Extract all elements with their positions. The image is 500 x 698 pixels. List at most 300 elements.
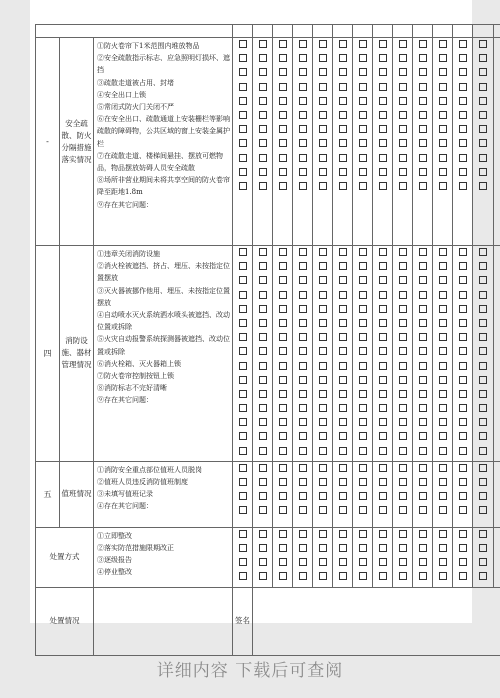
- checkbox[interactable]: [359, 182, 367, 190]
- checkbox[interactable]: [439, 362, 447, 370]
- checkbox[interactable]: [459, 68, 467, 76]
- checkbox[interactable]: [479, 478, 487, 486]
- checkbox[interactable]: [339, 83, 347, 91]
- checkbox[interactable]: [339, 544, 347, 552]
- checkbox[interactable]: [399, 478, 407, 486]
- checkbox[interactable]: [399, 447, 407, 455]
- checkbox[interactable]: [239, 390, 247, 398]
- checkbox[interactable]: [259, 276, 267, 284]
- checkbox[interactable]: [479, 376, 487, 384]
- checkbox[interactable]: [239, 276, 247, 284]
- checkbox[interactable]: [439, 492, 447, 500]
- checkbox[interactable]: [399, 125, 407, 133]
- checkbox[interactable]: [299, 347, 307, 355]
- checkbox[interactable]: [299, 262, 307, 270]
- checkbox[interactable]: [359, 97, 367, 105]
- checkbox[interactable]: [359, 276, 367, 284]
- checkbox[interactable]: [359, 347, 367, 355]
- checkbox[interactable]: [359, 432, 367, 440]
- checkbox[interactable]: [439, 558, 447, 566]
- checkbox[interactable]: [459, 154, 467, 162]
- checkbox[interactable]: [279, 83, 287, 91]
- checkbox[interactable]: [419, 362, 427, 370]
- checkbox[interactable]: [399, 404, 407, 412]
- checkbox[interactable]: [399, 390, 407, 398]
- checkbox[interactable]: [399, 362, 407, 370]
- checkbox[interactable]: [439, 404, 447, 412]
- checkbox[interactable]: [339, 305, 347, 313]
- checkbox[interactable]: [379, 319, 387, 327]
- checkbox[interactable]: [259, 68, 267, 76]
- checkbox[interactable]: [319, 54, 327, 62]
- checkbox[interactable]: [339, 390, 347, 398]
- checkbox[interactable]: [259, 376, 267, 384]
- checkbox[interactable]: [459, 347, 467, 355]
- checkbox[interactable]: [339, 111, 347, 119]
- checkbox[interactable]: [439, 347, 447, 355]
- checkbox[interactable]: [379, 248, 387, 256]
- checkbox[interactable]: [259, 319, 267, 327]
- checkbox[interactable]: [379, 506, 387, 514]
- checkbox[interactable]: [319, 376, 327, 384]
- checkbox[interactable]: [439, 478, 447, 486]
- checkbox[interactable]: [359, 390, 367, 398]
- checkbox[interactable]: [259, 40, 267, 48]
- checkbox[interactable]: [279, 319, 287, 327]
- checkbox[interactable]: [239, 492, 247, 500]
- checkbox[interactable]: [339, 319, 347, 327]
- checkbox[interactable]: [359, 544, 367, 552]
- checkbox[interactable]: [399, 139, 407, 147]
- checkbox[interactable]: [359, 492, 367, 500]
- checkbox[interactable]: [459, 478, 467, 486]
- checkbox[interactable]: [299, 432, 307, 440]
- checkbox[interactable]: [319, 111, 327, 119]
- checkbox[interactable]: [379, 40, 387, 48]
- checkbox[interactable]: [339, 404, 347, 412]
- checkbox[interactable]: [339, 447, 347, 455]
- checkbox[interactable]: [319, 432, 327, 440]
- checkbox[interactable]: [239, 572, 247, 580]
- checkbox[interactable]: [239, 319, 247, 327]
- checkbox[interactable]: [479, 464, 487, 472]
- checkbox[interactable]: [379, 139, 387, 147]
- checkbox[interactable]: [459, 248, 467, 256]
- checkbox[interactable]: [459, 276, 467, 284]
- checkbox[interactable]: [279, 464, 287, 472]
- checkbox[interactable]: [379, 418, 387, 426]
- checkbox[interactable]: [319, 478, 327, 486]
- checkbox[interactable]: [339, 154, 347, 162]
- checkbox[interactable]: [279, 478, 287, 486]
- checkbox[interactable]: [279, 376, 287, 384]
- checkbox[interactable]: [439, 139, 447, 147]
- checkbox[interactable]: [479, 139, 487, 147]
- checkbox[interactable]: [299, 319, 307, 327]
- checkbox[interactable]: [479, 111, 487, 119]
- checkbox[interactable]: [419, 54, 427, 62]
- checkbox[interactable]: [379, 262, 387, 270]
- checkbox[interactable]: [239, 54, 247, 62]
- checkbox[interactable]: [339, 68, 347, 76]
- checkbox[interactable]: [239, 478, 247, 486]
- checkbox[interactable]: [279, 97, 287, 105]
- checkbox[interactable]: [279, 544, 287, 552]
- checkbox[interactable]: [399, 97, 407, 105]
- checkbox[interactable]: [419, 347, 427, 355]
- checkbox[interactable]: [299, 418, 307, 426]
- checkbox[interactable]: [459, 83, 467, 91]
- checkbox[interactable]: [279, 276, 287, 284]
- checkbox[interactable]: [279, 572, 287, 580]
- checkbox[interactable]: [239, 248, 247, 256]
- checkbox[interactable]: [319, 506, 327, 514]
- checkbox[interactable]: [259, 139, 267, 147]
- checkbox[interactable]: [459, 125, 467, 133]
- checkbox[interactable]: [419, 544, 427, 552]
- checkbox[interactable]: [479, 390, 487, 398]
- checkbox[interactable]: [459, 333, 467, 341]
- checkbox[interactable]: [299, 40, 307, 48]
- checkbox[interactable]: [399, 305, 407, 313]
- checkbox[interactable]: [319, 319, 327, 327]
- checkbox[interactable]: [279, 305, 287, 313]
- checkbox[interactable]: [259, 492, 267, 500]
- checkbox[interactable]: [339, 558, 347, 566]
- checkbox[interactable]: [339, 276, 347, 284]
- checkbox[interactable]: [279, 432, 287, 440]
- checkbox[interactable]: [359, 447, 367, 455]
- checkbox[interactable]: [239, 168, 247, 176]
- checkbox[interactable]: [379, 432, 387, 440]
- checkbox[interactable]: [439, 530, 447, 538]
- checkbox[interactable]: [259, 262, 267, 270]
- checkbox[interactable]: [419, 182, 427, 190]
- checkbox[interactable]: [359, 530, 367, 538]
- checkbox[interactable]: [259, 558, 267, 566]
- checkbox[interactable]: [299, 276, 307, 284]
- checkbox[interactable]: [359, 54, 367, 62]
- checkbox[interactable]: [339, 97, 347, 105]
- checkbox[interactable]: [339, 262, 347, 270]
- checkbox[interactable]: [239, 333, 247, 341]
- checkbox[interactable]: [279, 54, 287, 62]
- checkbox[interactable]: [399, 54, 407, 62]
- checkbox[interactable]: [479, 347, 487, 355]
- checkbox[interactable]: [459, 447, 467, 455]
- checkbox[interactable]: [279, 125, 287, 133]
- checkbox[interactable]: [359, 291, 367, 299]
- checkbox[interactable]: [259, 390, 267, 398]
- checkbox[interactable]: [419, 390, 427, 398]
- checkbox[interactable]: [239, 125, 247, 133]
- checkbox[interactable]: [339, 362, 347, 370]
- checkbox[interactable]: [359, 125, 367, 133]
- checkbox[interactable]: [379, 404, 387, 412]
- checkbox[interactable]: [359, 168, 367, 176]
- checkbox[interactable]: [459, 390, 467, 398]
- checkbox[interactable]: [279, 40, 287, 48]
- checkbox[interactable]: [479, 447, 487, 455]
- checkbox[interactable]: [439, 319, 447, 327]
- checkbox[interactable]: [479, 305, 487, 313]
- checkbox[interactable]: [419, 40, 427, 48]
- checkbox[interactable]: [259, 168, 267, 176]
- checkbox[interactable]: [459, 544, 467, 552]
- checkbox[interactable]: [459, 506, 467, 514]
- checkbox[interactable]: [479, 362, 487, 370]
- checkbox[interactable]: [299, 54, 307, 62]
- checkbox[interactable]: [399, 154, 407, 162]
- checkbox[interactable]: [239, 97, 247, 105]
- checkbox[interactable]: [319, 154, 327, 162]
- checkbox[interactable]: [319, 40, 327, 48]
- checkbox[interactable]: [479, 54, 487, 62]
- checkbox[interactable]: [399, 291, 407, 299]
- checkbox[interactable]: [319, 558, 327, 566]
- checkbox[interactable]: [279, 291, 287, 299]
- checkbox[interactable]: [399, 558, 407, 566]
- checkbox[interactable]: [319, 168, 327, 176]
- checkbox[interactable]: [459, 418, 467, 426]
- checkbox[interactable]: [339, 248, 347, 256]
- checkbox[interactable]: [239, 83, 247, 91]
- checkbox[interactable]: [259, 83, 267, 91]
- checkbox[interactable]: [459, 291, 467, 299]
- checkbox[interactable]: [399, 506, 407, 514]
- checkbox[interactable]: [399, 492, 407, 500]
- checkbox[interactable]: [439, 276, 447, 284]
- checkbox[interactable]: [459, 40, 467, 48]
- checkbox[interactable]: [259, 154, 267, 162]
- checkbox[interactable]: [299, 68, 307, 76]
- checkbox[interactable]: [279, 333, 287, 341]
- checkbox[interactable]: [299, 558, 307, 566]
- checkbox[interactable]: [399, 418, 407, 426]
- checkbox[interactable]: [439, 182, 447, 190]
- checkbox[interactable]: [319, 182, 327, 190]
- checkbox[interactable]: [239, 418, 247, 426]
- checkbox[interactable]: [359, 319, 367, 327]
- checkbox[interactable]: [279, 68, 287, 76]
- checkbox[interactable]: [239, 68, 247, 76]
- checkbox[interactable]: [259, 347, 267, 355]
- checkbox[interactable]: [359, 111, 367, 119]
- checkbox[interactable]: [379, 390, 387, 398]
- checkbox[interactable]: [379, 362, 387, 370]
- checkbox[interactable]: [379, 83, 387, 91]
- checkbox[interactable]: [439, 464, 447, 472]
- checkbox[interactable]: [319, 305, 327, 313]
- checkbox[interactable]: [339, 182, 347, 190]
- checkbox[interactable]: [319, 492, 327, 500]
- checkbox[interactable]: [239, 447, 247, 455]
- checkbox[interactable]: [299, 506, 307, 514]
- checkbox[interactable]: [479, 492, 487, 500]
- checkbox[interactable]: [239, 139, 247, 147]
- checkbox[interactable]: [379, 572, 387, 580]
- checkbox[interactable]: [419, 248, 427, 256]
- checkbox[interactable]: [479, 182, 487, 190]
- checkbox[interactable]: [239, 262, 247, 270]
- checkbox[interactable]: [379, 276, 387, 284]
- checkbox[interactable]: [339, 478, 347, 486]
- checkbox[interactable]: [379, 530, 387, 538]
- checkbox[interactable]: [419, 305, 427, 313]
- checkbox[interactable]: [299, 182, 307, 190]
- checkbox[interactable]: [319, 464, 327, 472]
- checkbox[interactable]: [459, 376, 467, 384]
- checkbox[interactable]: [439, 168, 447, 176]
- checkbox[interactable]: [419, 154, 427, 162]
- checkbox[interactable]: [319, 139, 327, 147]
- checkbox[interactable]: [259, 97, 267, 105]
- checkbox[interactable]: [239, 530, 247, 538]
- checkbox[interactable]: [359, 572, 367, 580]
- checkbox[interactable]: [339, 432, 347, 440]
- checkbox[interactable]: [459, 168, 467, 176]
- checkbox[interactable]: [479, 83, 487, 91]
- checkbox[interactable]: [419, 418, 427, 426]
- checkbox[interactable]: [359, 418, 367, 426]
- checkbox[interactable]: [239, 432, 247, 440]
- checkbox[interactable]: [259, 248, 267, 256]
- checkbox[interactable]: [279, 447, 287, 455]
- checkbox[interactable]: [259, 362, 267, 370]
- checkbox[interactable]: [279, 248, 287, 256]
- checkbox[interactable]: [379, 111, 387, 119]
- checkbox[interactable]: [439, 506, 447, 514]
- checkbox[interactable]: [259, 111, 267, 119]
- checkbox[interactable]: [379, 478, 387, 486]
- checkbox[interactable]: [419, 276, 427, 284]
- checkbox[interactable]: [299, 154, 307, 162]
- checkbox[interactable]: [299, 376, 307, 384]
- checkbox[interactable]: [379, 447, 387, 455]
- checkbox[interactable]: [419, 262, 427, 270]
- checkbox[interactable]: [259, 305, 267, 313]
- checkbox[interactable]: [359, 262, 367, 270]
- checkbox[interactable]: [419, 376, 427, 384]
- checkbox[interactable]: [359, 139, 367, 147]
- checkbox[interactable]: [259, 125, 267, 133]
- checkbox[interactable]: [319, 83, 327, 91]
- checkbox[interactable]: [479, 418, 487, 426]
- checkbox[interactable]: [439, 333, 447, 341]
- checkbox[interactable]: [299, 125, 307, 133]
- checkbox[interactable]: [239, 404, 247, 412]
- checkbox[interactable]: [399, 376, 407, 384]
- checkbox[interactable]: [479, 40, 487, 48]
- checkbox[interactable]: [279, 418, 287, 426]
- checkbox[interactable]: [399, 432, 407, 440]
- checkbox[interactable]: [259, 447, 267, 455]
- checkbox[interactable]: [399, 248, 407, 256]
- checkbox[interactable]: [279, 154, 287, 162]
- checkbox[interactable]: [479, 168, 487, 176]
- checkbox[interactable]: [259, 478, 267, 486]
- checkbox[interactable]: [439, 447, 447, 455]
- checkbox[interactable]: [279, 362, 287, 370]
- checkbox[interactable]: [379, 97, 387, 105]
- checkbox[interactable]: [479, 291, 487, 299]
- checkbox[interactable]: [359, 83, 367, 91]
- checkbox[interactable]: [399, 544, 407, 552]
- checkbox[interactable]: [479, 319, 487, 327]
- checkbox[interactable]: [379, 492, 387, 500]
- checkbox[interactable]: [279, 390, 287, 398]
- checkbox[interactable]: [299, 492, 307, 500]
- checkbox[interactable]: [439, 291, 447, 299]
- checkbox[interactable]: [459, 404, 467, 412]
- checkbox[interactable]: [299, 404, 307, 412]
- checkbox[interactable]: [239, 376, 247, 384]
- checkbox[interactable]: [439, 305, 447, 313]
- checkbox[interactable]: [439, 248, 447, 256]
- checkbox[interactable]: [279, 168, 287, 176]
- checkbox[interactable]: [439, 68, 447, 76]
- checkbox[interactable]: [399, 40, 407, 48]
- checkbox[interactable]: [399, 168, 407, 176]
- checkbox[interactable]: [419, 506, 427, 514]
- checkbox[interactable]: [399, 262, 407, 270]
- checkbox[interactable]: [399, 464, 407, 472]
- checkbox[interactable]: [439, 97, 447, 105]
- checkbox[interactable]: [479, 558, 487, 566]
- checkbox[interactable]: [399, 83, 407, 91]
- checkbox[interactable]: [399, 572, 407, 580]
- checkbox[interactable]: [439, 544, 447, 552]
- checkbox[interactable]: [339, 333, 347, 341]
- checkbox[interactable]: [299, 390, 307, 398]
- checkbox[interactable]: [439, 376, 447, 384]
- checkbox[interactable]: [239, 182, 247, 190]
- checkbox[interactable]: [339, 506, 347, 514]
- checkbox[interactable]: [259, 544, 267, 552]
- checkbox[interactable]: [259, 54, 267, 62]
- checkbox[interactable]: [259, 182, 267, 190]
- checkbox[interactable]: [379, 305, 387, 313]
- checkbox[interactable]: [239, 558, 247, 566]
- checkbox[interactable]: [279, 530, 287, 538]
- checkbox[interactable]: [299, 530, 307, 538]
- checkbox[interactable]: [259, 291, 267, 299]
- checkbox[interactable]: [379, 125, 387, 133]
- checkbox[interactable]: [419, 432, 427, 440]
- checkbox[interactable]: [339, 530, 347, 538]
- checkbox[interactable]: [359, 404, 367, 412]
- checkbox[interactable]: [479, 97, 487, 105]
- checkbox[interactable]: [299, 305, 307, 313]
- checkbox[interactable]: [399, 319, 407, 327]
- checkbox[interactable]: [459, 182, 467, 190]
- checkbox[interactable]: [359, 362, 367, 370]
- checkbox[interactable]: [319, 418, 327, 426]
- checkbox[interactable]: [359, 506, 367, 514]
- checkbox[interactable]: [279, 347, 287, 355]
- checkbox[interactable]: [479, 125, 487, 133]
- checkbox[interactable]: [319, 362, 327, 370]
- checkbox[interactable]: [299, 168, 307, 176]
- checkbox[interactable]: [419, 404, 427, 412]
- checkbox[interactable]: [339, 418, 347, 426]
- checkbox[interactable]: [439, 418, 447, 426]
- checkbox[interactable]: [319, 544, 327, 552]
- checkbox[interactable]: [419, 68, 427, 76]
- checkbox[interactable]: [439, 432, 447, 440]
- checkbox[interactable]: [459, 319, 467, 327]
- checkbox[interactable]: [359, 376, 367, 384]
